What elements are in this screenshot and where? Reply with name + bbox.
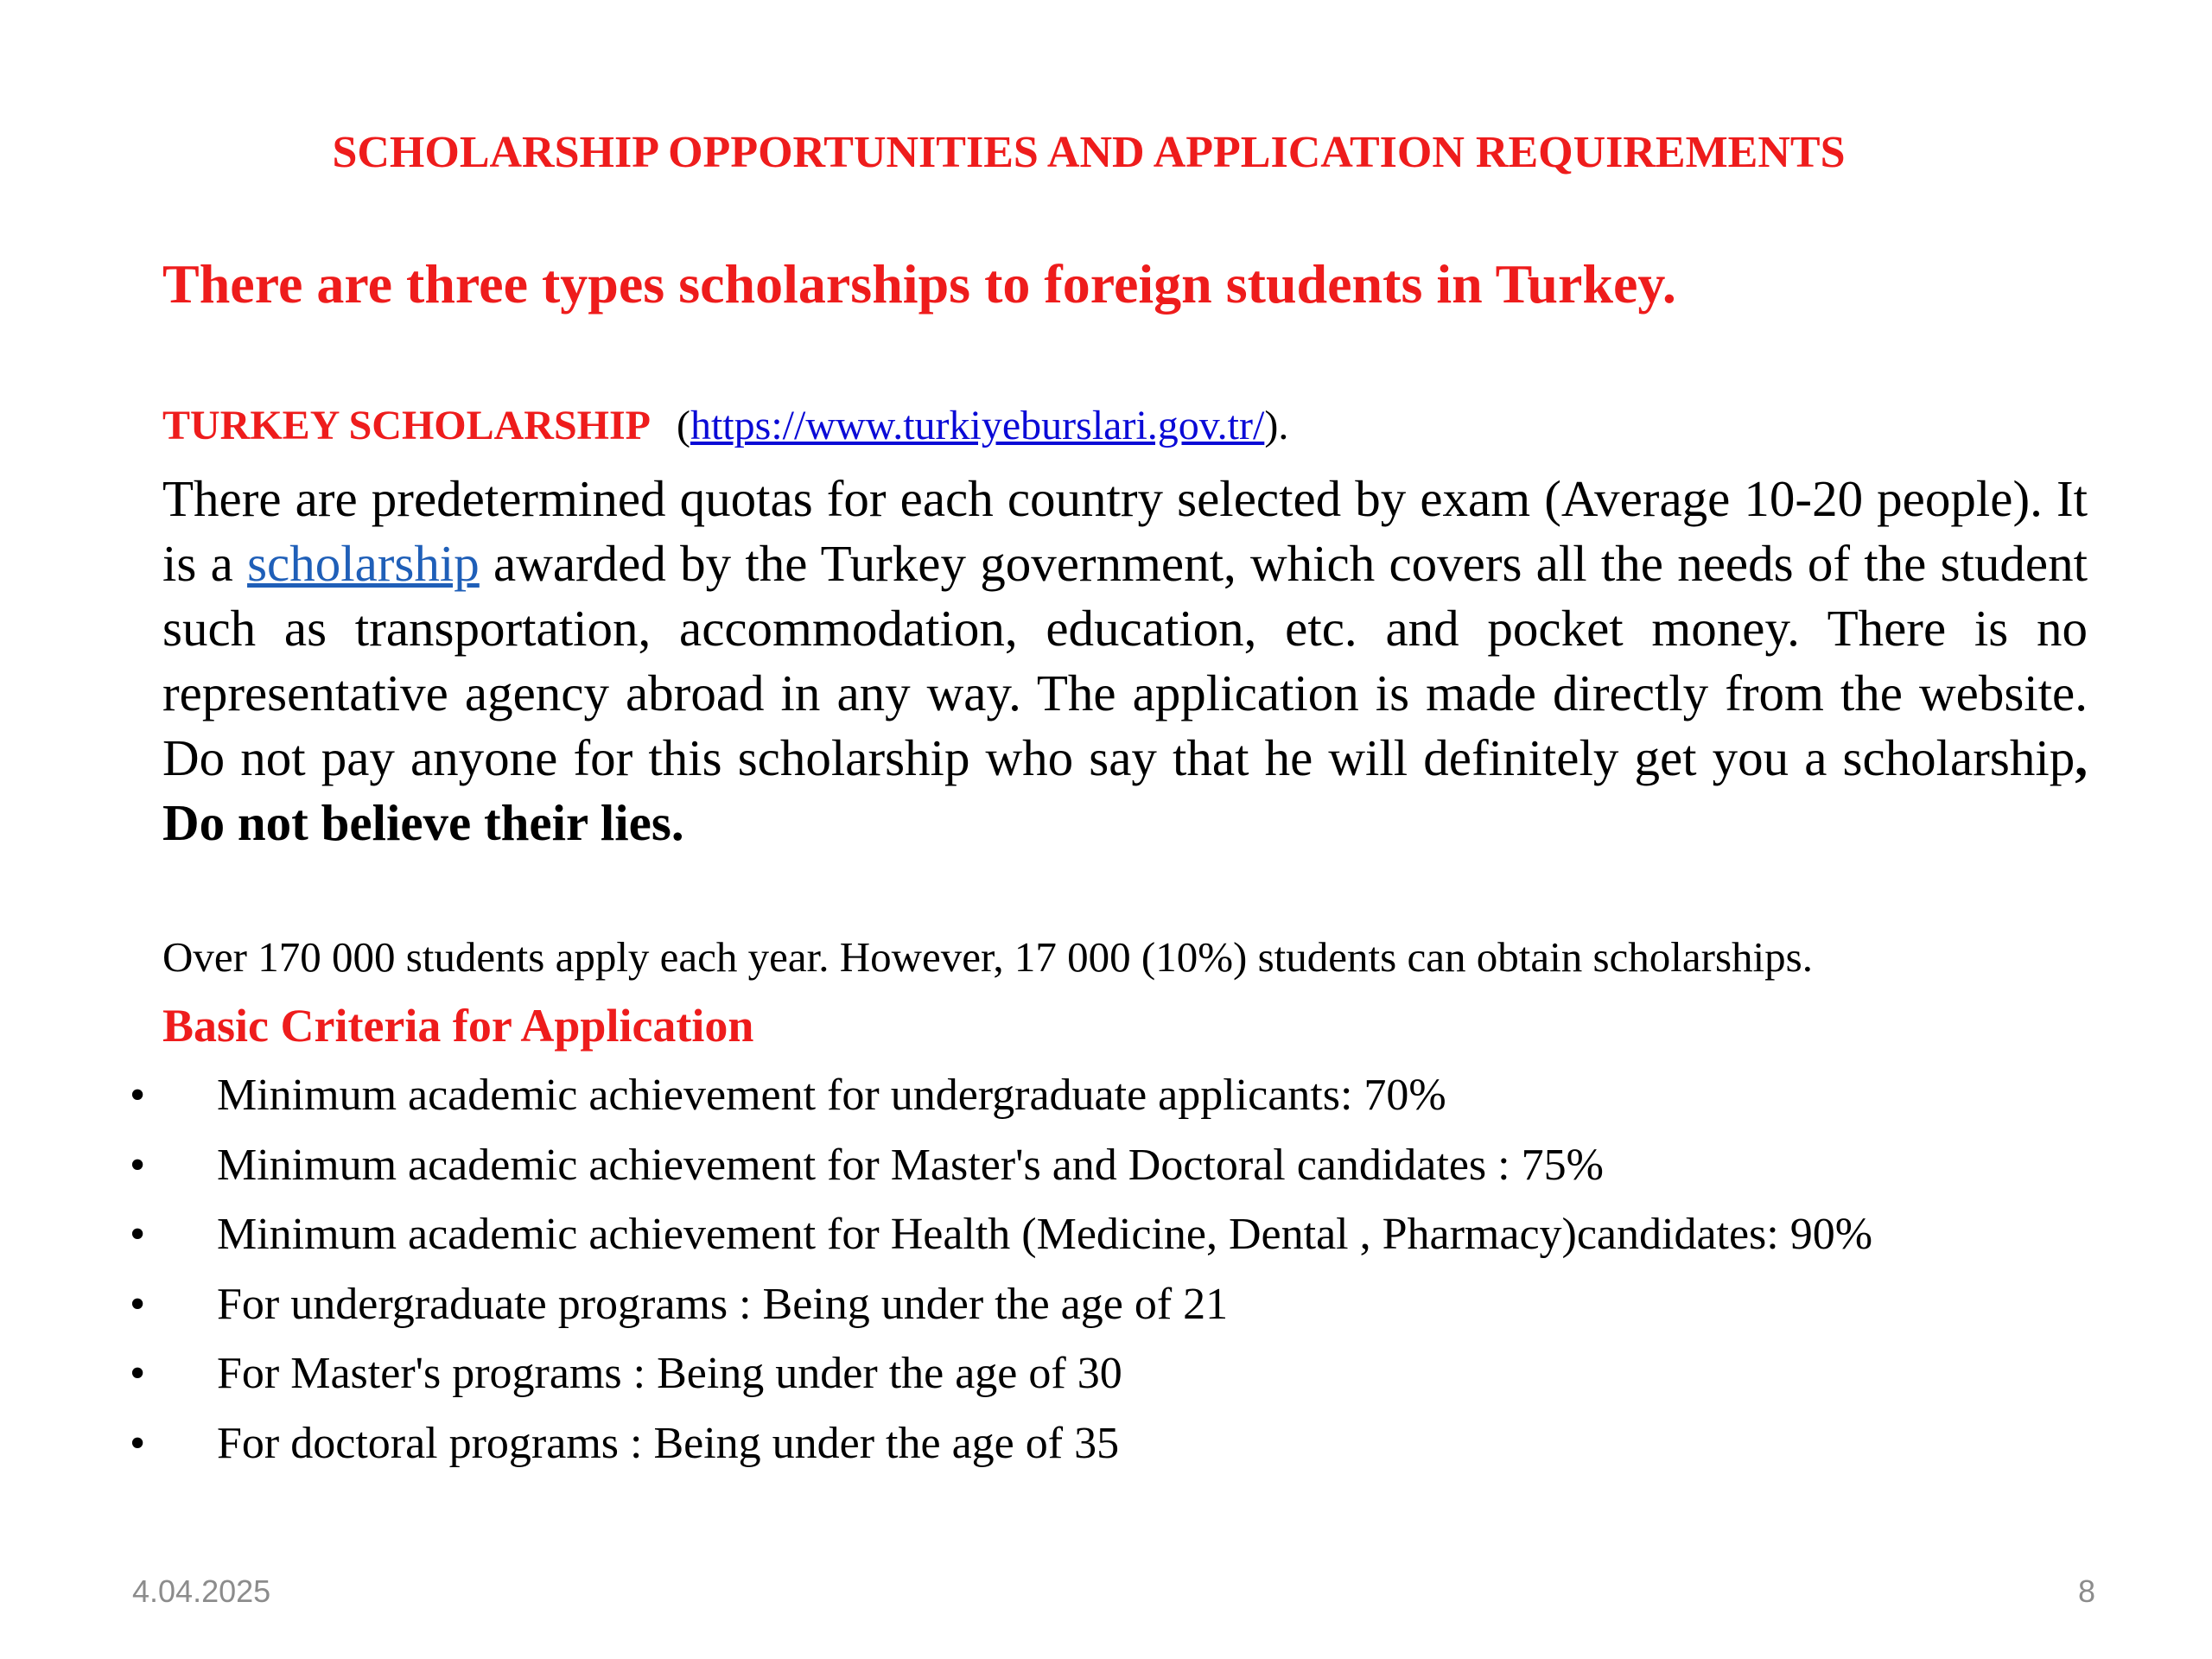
bullet-icon: • (130, 1140, 146, 1190)
criteria-text: Minimum academic achievement for Health (Medicine, Dental , Pharmacy)candidates: 90% (217, 1210, 1873, 1259)
criteria-text: For undergraduate programs : Being under the age of 21 (217, 1279, 1229, 1329)
bullet-icon: • (130, 1418, 146, 1468)
criteria-heading: Basic Criteria for Application (162, 1000, 754, 1052)
paragraph-text-2: awarded by the Turkey government, which covers all the needs of the student such as transportation, accommodation, education, etc. and pocket money. There is no representative agency abroad in any way. The application is made directly from the website. Do not pay anyone for this scholarship who say that he will definitely get you a scholarship (162, 535, 2088, 786)
slide-title: SCHOLARSHIP OPPORTUNITIES AND APPLICATION REQUIREMENTS (332, 128, 1846, 177)
close-paren: ). (1264, 403, 1289, 448)
open-paren: ( (676, 403, 690, 448)
scholarship-url-link[interactable]: https://www.turkiyeburslari.gov.tr/ (690, 403, 1265, 448)
bullet-icon: • (130, 1210, 146, 1259)
headline: There are three types scholarships to foreign students in Turkey. (162, 253, 1676, 315)
criteria-text: Minimum academic achievement for Master's and Doctoral candidates : 75% (217, 1140, 1604, 1190)
footer-date: 4.04.2025 (132, 1573, 271, 1609)
scholarship-paragraph (162, 467, 2088, 855)
scholarship-name: TURKEY SCHOLARSHIP (162, 403, 651, 448)
footer-page-number: 8 (2077, 1573, 2095, 1609)
bullet-icon: • (130, 1071, 146, 1120)
stats-line: Over 170 000 students apply each year. However, 17 000 (10%) students can obtain scholarships. (162, 933, 1813, 981)
criteria-text: For doctoral programs : Being under the age of 35 (217, 1418, 1120, 1468)
bullet-icon: • (130, 1349, 146, 1398)
paragraph-text-1: There are predetermined quotas for each country selected by exam (Average 10-20 people). It is a (162, 470, 2088, 592)
bullet-icon: • (130, 1279, 146, 1329)
criteria-text: Minimum academic achievement for undergraduate applicants: 70% (217, 1071, 1446, 1120)
criteria-text: For Master's programs : Being under the age of 30 (217, 1349, 1122, 1398)
turkey-scholarship-heading (162, 400, 1288, 452)
paragraph-warning: , Do not believe their lies. (162, 729, 2088, 851)
scholarship-link[interactable]: scholarship (247, 535, 480, 592)
